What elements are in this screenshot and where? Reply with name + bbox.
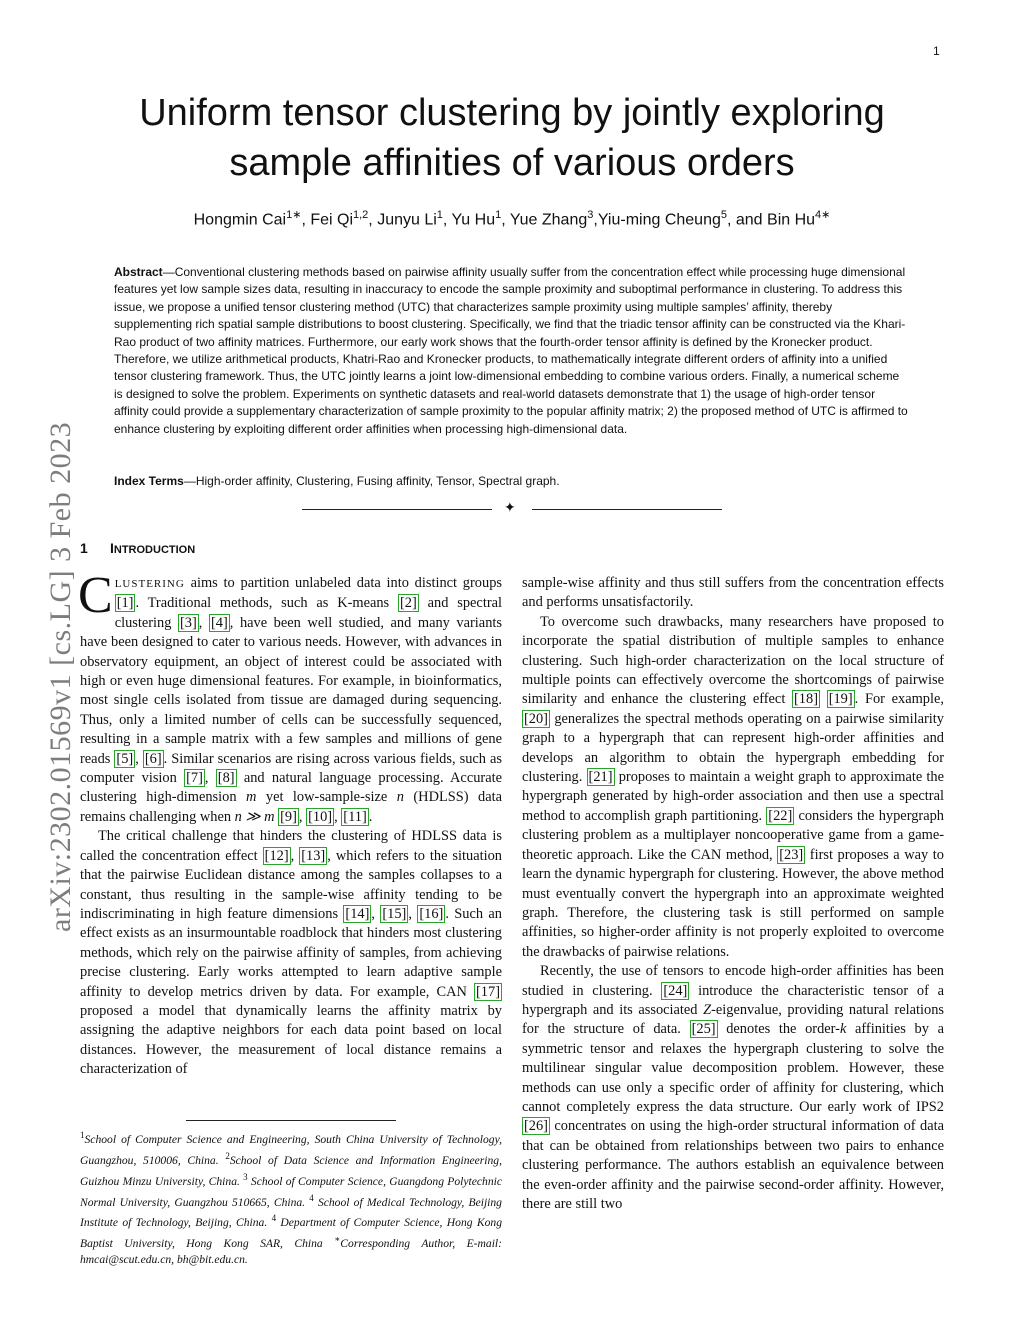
author-name: Junyu Li <box>377 211 437 229</box>
section-heading-introduction <box>80 540 195 556</box>
text-run: , <box>408 905 418 922</box>
author-affiliation-marker: 1∗ <box>286 209 302 221</box>
text-run <box>820 691 827 707</box>
math-symbol: k <box>839 1021 847 1038</box>
text-run: and spectral clustering <box>114 595 502 631</box>
body-paragraph <box>522 962 944 1214</box>
citation-link[interactable]: [19] <box>828 691 853 708</box>
text-run: and natural language processing. Accurate clustering high-dimension <box>80 770 502 806</box>
citation-link[interactable]: [3] <box>180 614 197 631</box>
author-affiliation-marker: 3 <box>587 209 594 221</box>
body-paragraph <box>78 567 503 827</box>
page-number: 1 <box>933 44 940 58</box>
smallcaps-lead: LUSTERING <box>114 578 185 590</box>
citation-link[interactable]: [15] <box>382 905 407 922</box>
author-name: Yu Hu <box>451 211 496 229</box>
arxiv-identifier-stamp: arXiv:2302.01569v1 [cs.LG] 3 Feb 2023 <box>44 421 77 932</box>
text-run: affinities by a symmetric tensor and relaxes the hypergraph clustering to solve the multilinear singular value decomposition problem. However, these methods can use only a specific order of affinity for clustering, which cannot completely express the data structure. Our early work of IPS2 <box>522 1021 944 1115</box>
author-name: Hongmin Cai <box>193 211 287 229</box>
text-run: . Similar scenarios are rising across various fields, such as computer vision <box>80 750 503 787</box>
footnote-text: School of Data Science and Information Engineering, Guizhou Minzu University, China. <box>80 1153 503 1188</box>
footnote-text: Corresponding Author, E-mail: hmcai@scut.edu.cn, bh@bit.edu.cn. <box>80 1237 502 1267</box>
paper-title <box>100 88 924 188</box>
text-run: . Such an effect exists as an insurmountable roadblock that hinders most clustering methods, which rely on the pairwise affinity of samples, from achieving precise clustering. Early works attempted to learn adaptive sample affinity to develop metrics driven by data. For example, CAN <box>80 905 502 1000</box>
text-run: considers the hypergraph clustering problem as a multiplayer noncooperative game from a game-theoretic approach. Like the CAN method, <box>522 807 944 863</box>
citation-link[interactable]: [6] <box>144 750 162 767</box>
text-run: Recently, the use of tensors to encode high-order affinities has been studied in clustering. <box>522 963 944 999</box>
text-run: first proposes a way to learn the dynamic hypergraph for clustering. However, the above method must eventually convert the hypergraph into an approximate weighted graph. Therefore, the clustering task is still performed on sample affinities, so higher-order affinity is not properly exploited to overcome the drawbacks of pairwise relations. <box>522 846 944 960</box>
text-run: proposed a model that dynamically learns the affinity matrix by assigning the adaptive neighbors for each data point based on local distances. However, the measurement of local distance remains a characterization of <box>80 1002 502 1078</box>
section-number: 1 <box>80 540 88 556</box>
separator-line-right <box>532 509 722 510</box>
footnote-marker: 2 <box>225 1150 230 1161</box>
citation-link[interactable]: [18] <box>794 691 818 708</box>
citation-link[interactable]: [24] <box>663 982 688 999</box>
citation-link[interactable]: [9] <box>280 808 297 825</box>
text-run: , <box>198 614 209 631</box>
citation-link[interactable]: [1] <box>116 595 134 612</box>
separator-diamond-icon: ✦ <box>504 500 516 516</box>
math-symbol: Z <box>703 1001 712 1018</box>
body-column-left <box>78 567 503 1080</box>
footnote-marker: 4 <box>309 1192 314 1203</box>
footnote-text: Department of Computer Science, Hong Kong Baptist University, Hong Kong SAR, China <box>80 1216 503 1251</box>
body-paragraph <box>522 574 944 613</box>
footnote-text: School of Computer Science, Guangdong Polytechnic Normal University, Guangzhou 510665, China. <box>80 1174 502 1209</box>
citation-link[interactable]: [23] <box>779 846 804 863</box>
author-affiliation-marker: 1,2 <box>353 209 369 221</box>
text-run: , <box>334 808 342 825</box>
footnote-text: School of Computer Science and Engineering, South China University of Technology, Guangzhou, 510006, China. <box>80 1132 502 1167</box>
author-name: Fei Qi <box>310 211 353 229</box>
text-run: denotes the order- <box>717 1021 840 1038</box>
text-run: , have been well studied, and many variants have been designed to cater to various needs. However, with advances in observatory equipment, an object of interest could be associated with high or even huge dimensional features. For example, in bioinformatics, most single cells isolated from tissue are damaged during sequencing. Thus, only a limited number of cells can be successfully sequenced, resulting in a sample matrix with a few samples and millions of gene reads <box>80 614 502 767</box>
text-run: The critical challenge that hinders the clustering of HDLSS data is called the concentration effect <box>80 828 502 864</box>
citation-link[interactable]: [10] <box>308 808 333 825</box>
author-affiliation-marker: 5 <box>720 209 727 221</box>
text-run: , <box>290 847 300 864</box>
text-run: , <box>371 905 381 922</box>
text-run: . <box>368 808 373 825</box>
index-terms-label: Index Terms <box>114 474 184 488</box>
text-run: To overcome such drawbacks, many researchers have proposed to incorporate the spatial distribution of multiple samples to enhance clustering. Such high-order characterization on the local structure of multiple points can effectively overcome the shortcomings of pairwise similarity and enhance the clustering effect <box>522 613 944 708</box>
dropcap-letter: C <box>78 567 113 624</box>
abstract-text: —Conventional clustering methods based on pairwise affinity usually suffer from the concentration effect while processing huge dimensional features yet low sample sizes data, resulting in inaccuracy to encode the sample proximity and suboptimal performance in clustering. To address this issue, we propose a unified tensor clustering method (UTC) that characterizes sample proximity using multiple samples’ affinity, thereby supplementing rich spatial sample distributions to boost clustering. Specifically, we find that the triadic tensor affinity can be constructed via the Khari-Rao product of two affinity matrices. Furthermore, our early work shows that the fourth-order tensor affinity is defined by the Kronecker product. Therefore, we utilize arithmetical products, Khatri-Rao and Kronecker products, to mathematically integrate different orders of affinity into a unified tensor clustering framework. Thus, the UTC jointly learns a joint low-dimensional embedding to combine various orders. Finally, a numerical scheme is designed to solve the problem. Experiments on synthetic datasets and real-world datasets demonstrate that 1) the usage of high-order tensor affinity could provide a supplementary characterization of sample proximity to the popular affinity matrix; 2) the proposed method of UTC is affirmed to enhance clustering by exploiting different order affinities when processing high-dimensional data. <box>114 265 908 436</box>
text-run: . For example, <box>854 691 944 708</box>
text-run: concentrates on using the high-order structural information of data that can be obtained from relationships between two pairs to enhance clustering performance. The authors establish an equivalence between the even-order affinity and the pairwise second-order affinity. However, there are still two <box>522 1118 944 1212</box>
separator-line-left <box>302 509 492 510</box>
author-affiliation-marker: 1 <box>436 209 443 221</box>
body-column-right <box>522 574 944 1214</box>
section-title-rest: NTRODUCTION <box>113 544 196 556</box>
author-affiliation-marker: 1 <box>495 209 502 221</box>
citation-link[interactable]: [25] <box>691 1021 716 1038</box>
abstract <box>114 264 910 438</box>
citation-link[interactable]: [14] <box>345 905 370 922</box>
citation-link[interactable]: [26] <box>524 1118 548 1135</box>
footnote-text: School of Medical Technology, Beijing Institute of Technology, Beijing, China. <box>80 1195 502 1230</box>
author-name: Yue Zhang <box>509 211 588 229</box>
footnote-marker: ∗ <box>334 1234 341 1245</box>
title-line-2: sample affinities of various orders <box>229 142 795 184</box>
text-run: sample-wise affinity and thus still suffers from the concentration effects and performs unsatisfactorily. <box>522 575 944 611</box>
author-list: Hongmin Cai$^{1∗}$, Fei Qi$^{1,2}$, Junyu Li$^1$, Yu Hu$^1$, Yue Zhang$^3$,Yiu-ming Cheung$^5$, and Bin $Hu^{4∗}$ <box>193 209 831 229</box>
citation-link[interactable]: [17] <box>476 983 500 1000</box>
citation-link[interactable]: [16] <box>419 905 444 922</box>
citation-link[interactable]: [5] <box>116 750 134 767</box>
citation-link[interactable]: [4] <box>210 614 228 631</box>
text-run: yet low-sample-size <box>256 789 397 806</box>
footnote-rule <box>186 1120 396 1121</box>
footnote-marker: 3 <box>243 1171 248 1182</box>
citation-link[interactable]: [12] <box>264 847 289 864</box>
title-line-1: Uniform tensor clustering by jointly exploring <box>139 92 885 134</box>
text-run: -eigenvalue, providing natural relations for the structure of data. <box>522 1001 944 1038</box>
body-paragraph <box>522 613 944 962</box>
text-run: . Traditional methods, such as K-means <box>135 595 398 612</box>
citation-link[interactable]: [22] <box>768 807 793 824</box>
body-paragraph <box>80 827 502 1079</box>
author-name: Yiu-ming Cheung <box>597 211 721 229</box>
index-terms <box>114 473 910 490</box>
text-run: , which refers to the situation that the pairwise Euclidean distance among the samples collapses to a constant, thus resulting in the sample-wise affinity tending to be indiscriminating in high feature dimensions <box>80 847 503 922</box>
text-run: aims to partition unlabeled data into distinct groups <box>184 575 502 591</box>
section-title-initial: I <box>110 540 114 556</box>
citation-link[interactable]: [7] <box>186 770 203 787</box>
citation-link[interactable]: [21] <box>588 769 613 786</box>
author-name: Bin Hu <box>767 211 816 229</box>
math-symbol: n ≫ m <box>234 808 275 825</box>
math-symbol: n <box>396 789 404 806</box>
index-terms-text: —High-order affinity, Clustering, Fusing affinity, Tensor, Spectral graph. <box>183 474 560 488</box>
text-run: introduce the characteristic tensor of a hypergraph and its associated <box>522 982 944 1018</box>
citation-link[interactable]: [13] <box>301 847 326 864</box>
text-run: , <box>204 770 216 787</box>
text-run: (HDLSS) data remains challenging when <box>80 789 502 825</box>
citation-link[interactable]: [11] <box>343 808 367 825</box>
text-run: , <box>135 750 143 767</box>
citation-link[interactable]: [20] <box>524 710 548 727</box>
footnote-marker: 4 <box>271 1213 277 1224</box>
footnote-marker: 1 <box>80 1130 85 1140</box>
text-run: , <box>298 808 307 825</box>
citation-link[interactable]: [2] <box>400 595 417 612</box>
text-run: proposes to maintain a weight graph to approximate the hypergraph generated by high-order association and then use a spectral method to accomplish graph partitioning. <box>522 769 944 824</box>
affiliations-footnote <box>80 1127 502 1268</box>
math-symbol: m <box>246 789 257 806</box>
author-affiliation-marker: 4∗ <box>815 209 831 221</box>
abstract-label: Abstract <box>114 265 163 279</box>
text-run: generalizes the spectral methods operating on a pairwise similarity graph to a hypergraph that can represent high-order affinities and develops an algorithm to obtain the hypergraph embedding for clustering. <box>522 710 944 786</box>
citation-link[interactable]: [8] <box>217 770 235 787</box>
